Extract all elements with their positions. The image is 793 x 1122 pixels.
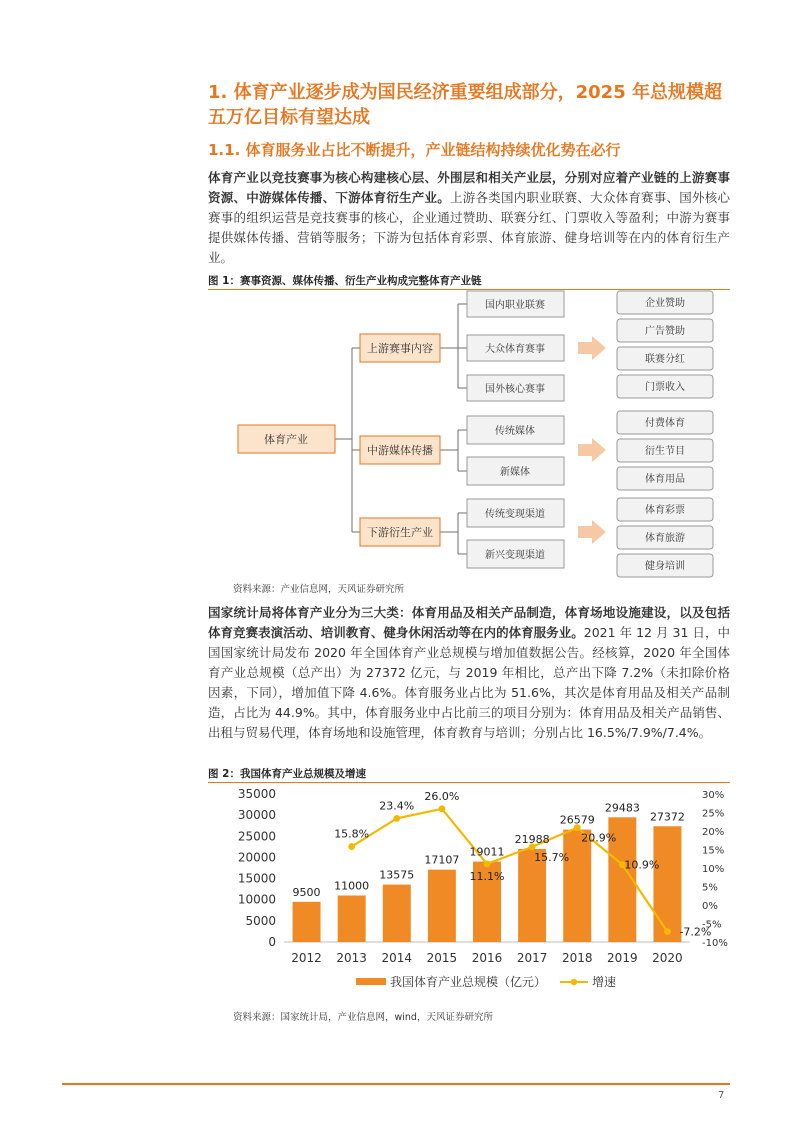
statistics-paragraph-lead: 国家统计局将体育产业分为三大类：体育用品及相关产品制造，体育场地设施建设，以及包括体育竞赛表演活动、培训教育、健身休闲活动等在内的体育服务业。 — [208, 605, 730, 640]
page-number: 7 — [718, 1090, 725, 1101]
left-axis — [238, 787, 276, 949]
right-tick-label: 15% — [702, 845, 725, 857]
right-tick-label: -5% — [702, 919, 722, 931]
sub-label: 国外核心赛事 — [485, 384, 545, 395]
right-tick-label: 20% — [702, 827, 725, 838]
intro-paragraph — [208, 168, 730, 268]
growth-point — [438, 805, 445, 812]
outcome-label: 体育旅游 — [645, 533, 685, 544]
arrow-right-icon — [578, 438, 606, 462]
right-tick-label: 5% — [702, 882, 718, 894]
left-tick-label: 20000 — [237, 850, 276, 865]
right-tick-label: 30% — [702, 790, 725, 801]
growth-value-label: 15.7% — [534, 850, 570, 864]
outcome-label: 付费体育 — [645, 418, 685, 429]
bar — [383, 885, 411, 942]
statistics-paragraph — [208, 603, 730, 743]
outcome-label: 健身培训 — [645, 561, 685, 572]
x-tick-label: 2014 — [381, 951, 413, 965]
outcome-label: 联赛分红 — [645, 354, 685, 365]
arrow-right-icon — [578, 520, 606, 544]
bar — [563, 830, 591, 942]
legend-line-marker — [571, 979, 577, 985]
root-label: 体育产业 — [264, 433, 308, 446]
figure1-source: 资料来源：产业信息网，天风证券研究所 — [233, 584, 405, 595]
sub-label: 大众体育赛事 — [485, 344, 545, 355]
bar — [293, 902, 321, 942]
x-tick-label: 2019 — [607, 951, 638, 965]
bar-value-label: 9500 — [292, 885, 321, 899]
figure2-caption: 图 2：我国体育产业总规模及增速 — [208, 768, 366, 780]
arrow-right-icon — [578, 336, 606, 360]
bar-value-label: 26579 — [559, 813, 595, 827]
figure1-caption: 图 1：赛事资源、媒体传播、衍生产业构成完整体育产业链 — [208, 275, 482, 287]
sub-label: 传统变现渠道 — [485, 509, 545, 520]
bar-value-label: 17107 — [424, 853, 460, 867]
figure2-caption-rule — [208, 782, 730, 783]
growth-point — [348, 843, 355, 850]
bar — [338, 895, 366, 942]
footer-rule — [62, 1083, 730, 1085]
outcome-label: 衍生节目 — [645, 446, 685, 457]
bar-value-label: 11000 — [334, 879, 370, 893]
x-tick-label: 2016 — [471, 951, 503, 965]
bar-value-label: 27372 — [649, 810, 685, 824]
growth-value-label: 10.9% — [624, 858, 660, 872]
legend-bar-swatch — [356, 978, 386, 985]
left-tick-label: 10000 — [237, 892, 276, 907]
sub-label: 传统媒体 — [495, 426, 535, 437]
growth-value-label: 23.4% — [379, 799, 415, 813]
x-tick-label: 2013 — [336, 951, 367, 965]
right-tick-label: 10% — [702, 864, 725, 875]
legend-line-label: 增速 — [592, 975, 617, 989]
outcome-label: 体育用品 — [645, 474, 685, 485]
growth-point — [393, 815, 400, 822]
sub-label: 新兴变现渠道 — [485, 550, 545, 561]
industry-chain-diagram — [230, 290, 730, 580]
growth-value-label: 20.9% — [581, 831, 617, 845]
left-tick-label: 0 — [268, 935, 276, 949]
right-tick-label: 25% — [702, 808, 725, 820]
x-tick-label: 2018 — [561, 951, 593, 965]
left-tick-label: 35000 — [237, 787, 276, 801]
outcome-label: 体育彩票 — [645, 505, 685, 516]
x-tick-label: 2012 — [291, 951, 322, 965]
midstream-label: 中游媒体传播 — [367, 444, 433, 457]
left-tick-label: 15000 — [237, 871, 276, 886]
outcome-label: 企业赞助 — [645, 298, 685, 309]
bar-value-label: 29483 — [604, 801, 640, 815]
outcome-label: 广告赞助 — [645, 326, 685, 337]
figure2-source: 资料来源：国家统计局，产业信息网，wind，天风证券研究所 — [233, 1012, 493, 1023]
subsection-heading: 1.1. 体育服务业占比不断提升，产业链结构持续优化势在必行 — [208, 141, 621, 159]
sub-label: 国内职业联赛 — [485, 300, 545, 311]
x-tick-label: 2015 — [426, 951, 458, 965]
sub-label: 新媒体 — [500, 467, 530, 478]
outcome-label: 门票收入 — [645, 382, 685, 393]
growth-value-label: -7.2% — [679, 925, 712, 939]
downstream-label: 下游衍生产业 — [367, 526, 433, 539]
x-tick-label: 2020 — [652, 951, 683, 965]
section-heading: 1. 体育产业逐步成为国民经济重要组成部分，2025 年总规模超五万亿目标有望达成 — [208, 82, 722, 128]
bar-value-label: 21988 — [514, 833, 550, 847]
bar-value-label: 19011 — [469, 845, 505, 859]
bar — [428, 870, 456, 942]
legend-bar-label: 我国体育产业总规模（亿元） — [390, 975, 547, 989]
growth-point — [484, 861, 491, 868]
left-tick-label: 25000 — [237, 829, 276, 844]
x-tick-label: 2017 — [516, 951, 548, 965]
statistics-paragraph-body: 2021 年 12 月 31 日，中国国家统计局发布 2020 年全国体育产业总规模与增加值数据公告。经核算，2020 年全国体育产业总规模（总产出）为 27372 亿元，与 2019 年相比，总产出下降 7.2%（未扣除价格因素，下同），增加值下降 4.6%。体育服务业占比为 51.6%，其次是体育用品及相关产品制造，占比为 44.9%。其中，体育服务业中占比前三的项目分别为：体育用品及相关产品销售、出租与贸易代理，体育场地和设施管理，体育教育与培训；分别占比 16.5%/7.9%/7.4%。 — [208, 625, 730, 740]
growth-point — [664, 928, 671, 935]
intro-paragraph-lead: 体育产业以竞技赛事为核心构建核心层、外围层和相关产业层，分别对应着产业链的上游赛事资源、中游媒体传播、下游体育衍生产业。 — [208, 170, 730, 205]
industry-scale-chart — [208, 784, 730, 1006]
upstream-label: 上游赛事内容 — [367, 342, 433, 355]
right-tick-label: -10% — [702, 938, 728, 949]
left-tick-label: 5000 — [245, 913, 276, 928]
bar — [653, 826, 681, 942]
left-tick-label: 30000 — [237, 808, 276, 823]
bar-value-label: 13575 — [379, 868, 415, 882]
x-axis-labels — [291, 951, 682, 965]
growth-value-label: 26.0% — [424, 789, 460, 803]
growth-value-label: 11.1% — [469, 869, 505, 883]
right-tick-label: 0% — [702, 901, 718, 912]
growth-value-label: 15.8% — [334, 827, 370, 841]
intro-paragraph-body: 上游各类国内职业联赛、大众体育赛事、国外核心赛事的组织运营是竞技赛事的核心，企业通过赞助、联赛分红、门票收入等盈利；中游为赛事提供媒体传播、营销等服务；下游为包括体育彩票、体育旅游、健身培训等在内的体育衍生产业。 — [208, 190, 730, 265]
